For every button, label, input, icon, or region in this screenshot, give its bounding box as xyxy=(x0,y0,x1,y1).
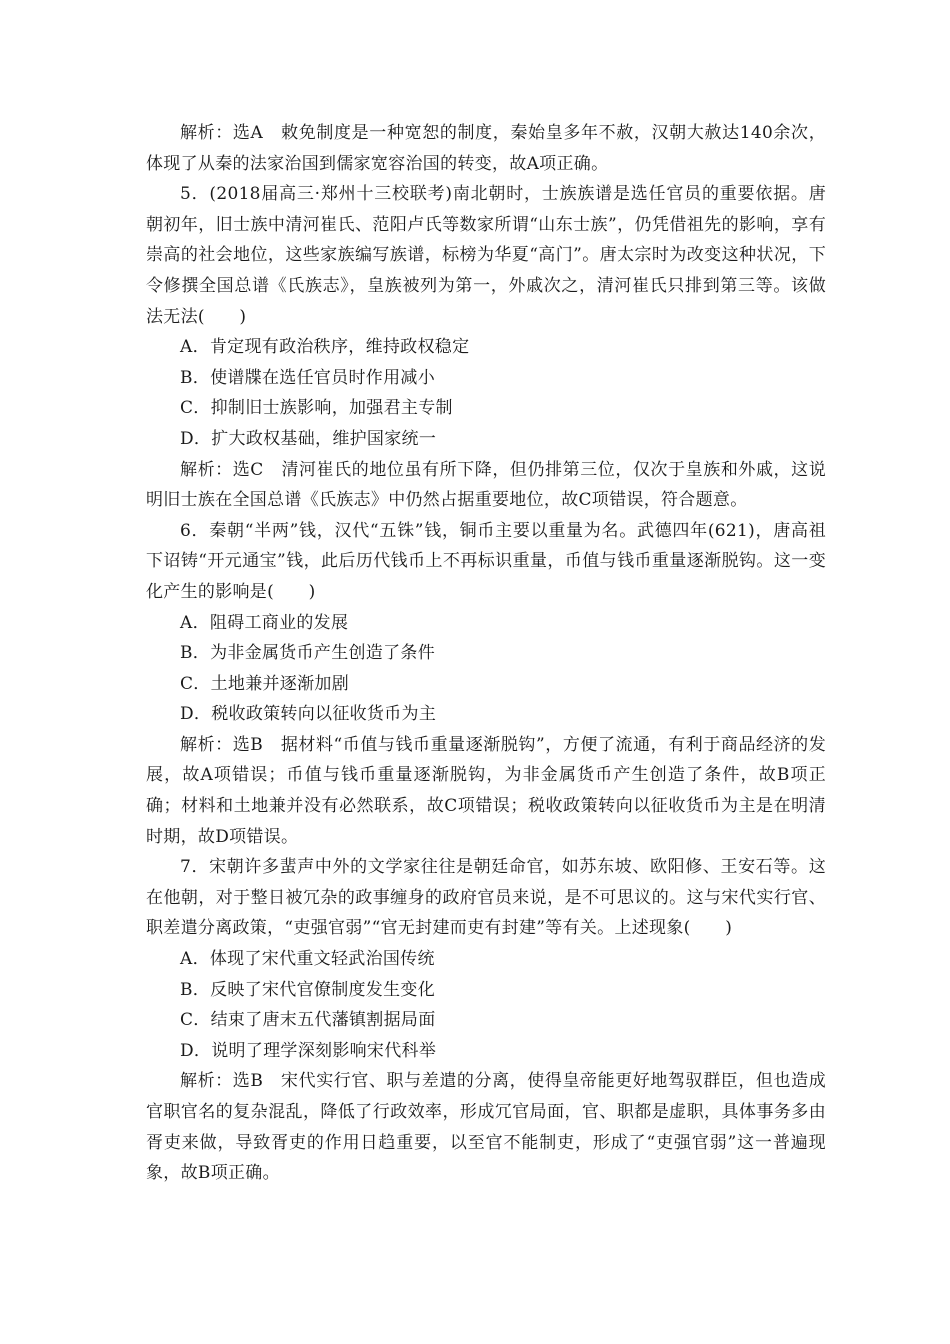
question-5-option-c: C．抑制旧士族影响，加强君主专制 xyxy=(180,398,453,419)
analysis-q6: 解析：选B 据材料“币值与钱币重量逐渐脱钩”，方便了流通，有利于商品经济的发展，故A项错误；币值与钱币重量逐渐脱钩，为非金属货币产生创造了条件，故B项正确；材料和土地兼并没有必然联系，故C项错误；税收政策转向以征收货币为主是在明清时期，故D项错误。 xyxy=(146,734,826,847)
question-6-option-c: C．土地兼并逐渐加剧 xyxy=(180,673,350,694)
analysis-q5: 解析：选C 清河崔氏的地位虽有所下降，但仍排第三位，仅次于皇族和外戚，这说明旧士族在全国总谱《氏族志》中仍然占据重要地位，故C项错误，符合题意。 xyxy=(146,459,826,511)
question-5-option-b: B．使谱牒在选任官员时作用减小 xyxy=(180,367,435,388)
question-7-stem: 7．宋朝许多蜚声中外的文学家往往是朝廷命官，如苏东坡、欧阳修、王安石等。这在他朝，对于整日被冗杂的政事缠身的政府官员来说，是不可思议的。这与宋代实行官、职差遣分离政策，“吏强官弱”“官无封建而吏有封建”等有关。上述现象( ) xyxy=(146,857,826,939)
question-5-option-d: D．扩大政权基础，维护国家统一 xyxy=(180,428,437,449)
question-6-option-b: B．为非金属货币产生创造了条件 xyxy=(180,643,435,664)
analysis-q7: 解析：选B 宋代实行官、职与差遣的分离，使得皇帝能更好地驾驭群臣，但也造成官职官名的复杂混乱，降低了行政效率，形成冗官局面，官、职都是虚职，具体事务多由胥吏来做，导致胥吏的作用日趋重要，以至官不能制吏，形成了“吏强官弱”这一普遍现象，故B项正确。 xyxy=(146,1071,826,1184)
document-page xyxy=(146,118,826,1189)
question-7-option-c: C．结束了唐末五代藩镇割据局面 xyxy=(180,1010,436,1031)
question-5-option-a: A．肯定现有政治秩序，维持政权稳定 xyxy=(180,337,470,358)
question-5-stem: 5．(2018届高三·郑州十三校联考)南北朝时，士族族谱是选任官员的重要依据。唐朝初年，旧士族中清河崔氏、范阳卢氏等数家所谓“山东士族”，仍凭借祖先的影响，享有崇高的社会地位，这些家族编写族谱，标榜为华夏“高门”。唐太宗时为改变这种状况，下令修撰全国总谱《氏族志》，皇族被列为第一，外戚次之，清河崔氏只排到第三等。该做法无法( ) xyxy=(146,184,826,327)
question-6-stem: 6．秦朝“半两”钱，汉代“五铢”钱，铜币主要以重量为名。武德四年(621)，唐高祖下诏铸“开元通宝”钱，此后历代钱币上不再标识重量，币值与钱币重量逐渐脱钩。这一变化产生的影响是( ) xyxy=(146,520,826,602)
question-7-option-d: D．说明了理学深刻影响宋代科举 xyxy=(180,1040,437,1061)
question-6-option-a: A．阻碍工商业的发展 xyxy=(180,612,349,633)
question-7-option-a: A．体现了宋代重文轻武治国传统 xyxy=(180,949,435,970)
question-6-option-d: D．税收政策转向以征收货币为主 xyxy=(180,704,437,725)
analysis-q4: 解析：选A 敕免制度是一种宽恕的制度，秦始皇多年不赦，汉朝大赦达140余次，体现了从秦的法家治国到儒家宽容治国的转变，故A项正确。 xyxy=(146,123,826,174)
question-7-option-b: B．反映了宋代官僚制度发生变化 xyxy=(180,979,435,1000)
